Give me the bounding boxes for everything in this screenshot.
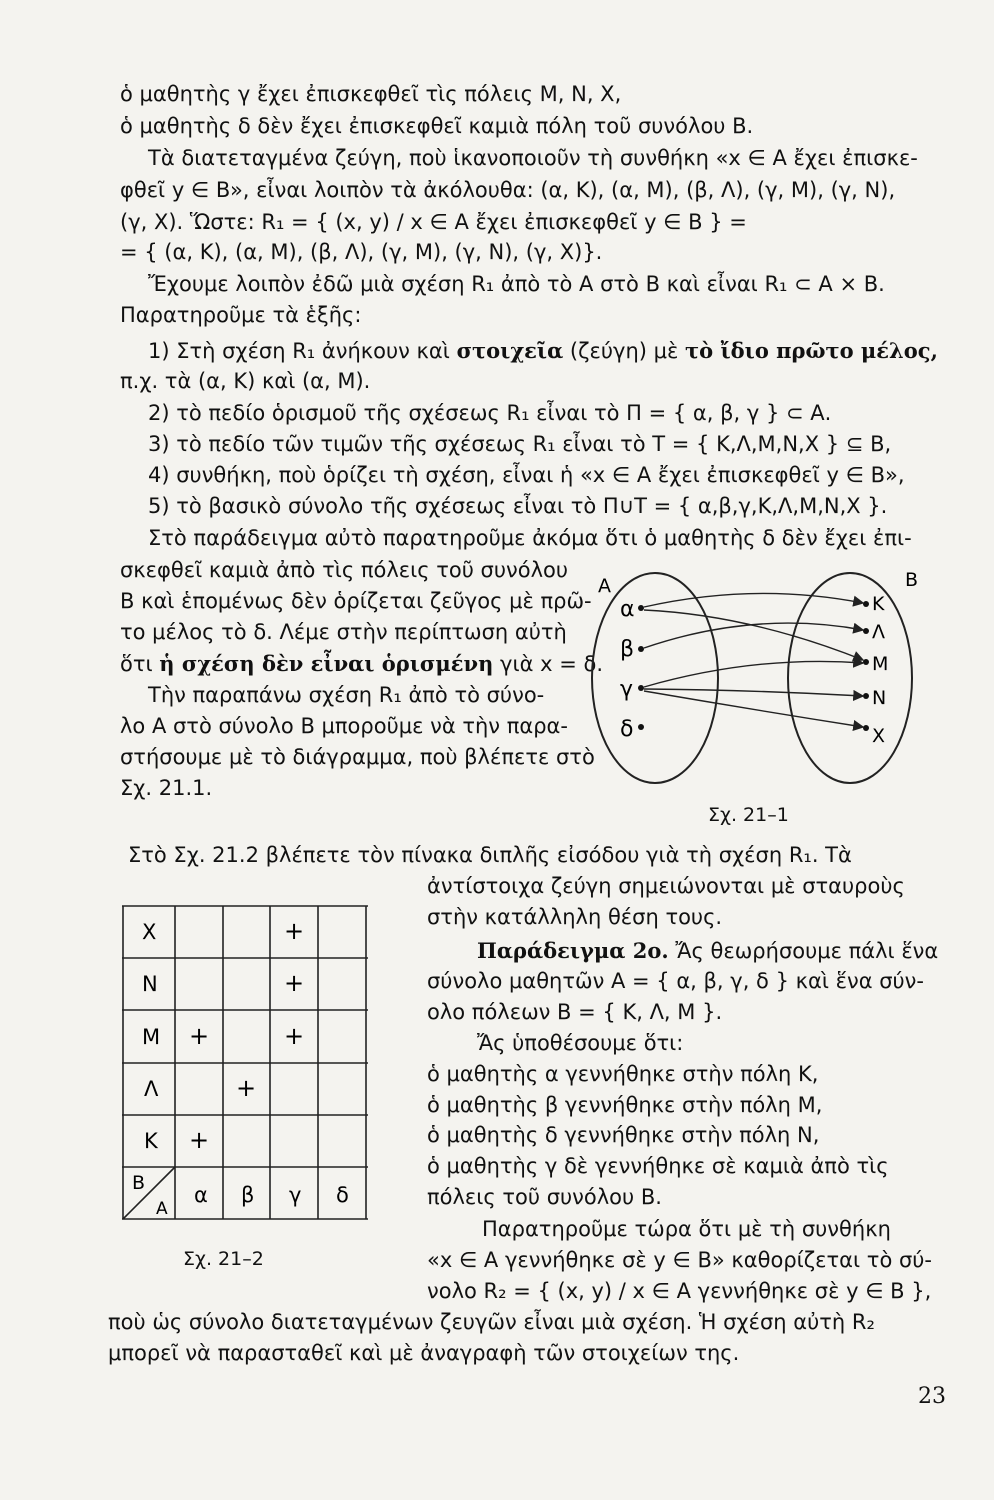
element-alpha: α — [620, 597, 635, 622]
dot-nu — [863, 693, 869, 699]
page-number: 23 — [918, 1384, 946, 1409]
element-gamma: γ — [620, 677, 634, 702]
paragraph-3-line-4: Σχ. 21.1. — [120, 776, 213, 800]
paragraph-4-line-1: Στὸ Σχ. 21.2 βλέπετε τὸν πίνακα διπλῆς εἰσόδου γιὰ τὴ σχέση R₁. Τὰ — [128, 843, 852, 867]
text-line-4: φθεῖ y ∈ B», εἶναι λοιπὸν τὰ ἀκόλουθα: (α, Κ), (α, Μ), (β, Λ), (γ, Μ), (γ, Ν), — [120, 178, 896, 202]
col-label-beta: β — [241, 1183, 255, 1207]
paragraph-2-line-2: σκεφθεῖ καμιὰ ἀπὸ τὶς πόλεις τοῦ συνόλου — [120, 558, 568, 582]
arrow-gamma-chi — [644, 691, 863, 727]
paragraph-4-line-3: στὴν κατάλληλη θέση τους. — [427, 905, 723, 929]
example-line-6: ὁ μαθητὴς δ γεννήθηκε στὴν πόλη Ν, — [427, 1123, 820, 1147]
list-item-1-prefix: 1) Στὴ σχέση R₁ ἀνήκουν καὶ — [148, 339, 457, 363]
paragraph-3-line-3: στήσουμε μὲ τὸ διάγραμμα, ποὺ βλέπετε στὸ — [120, 745, 595, 769]
row-label-chi: Χ — [142, 920, 157, 944]
text-line-2: ὁ μαθητὴς δ δὲν ἔχει ἐπισκεφθεῖ καμιὰ πόλη τοῦ συνόλου Β. — [120, 114, 754, 138]
figure-2-caption: Σχ. 21–2 — [183, 1248, 264, 1270]
text-line-5: (γ, Χ). Ὥστε: R₁ = { (x, y) / x ∈ Α ἔχει ἐπισκεφθεῖ y ∈ Β } = — [120, 210, 747, 234]
text-line-3: Τὰ διατεταγμένα ζεύγη, ποὺ ἱκανοποιοῦν τὴ συνθήκη «x ∈ Α ἔχει ἐπισκε- — [148, 146, 918, 170]
example-line-11: νολο R₂ = { (x, y) / x ∈ Α γεννήθηκε σὲ y ∈ Β }, — [427, 1279, 932, 1303]
list-item-3: 3) τὸ πεδίο τῶν τιμῶν τῆς σχέσεως R₁ εἶναι τὸ Τ = { Κ,Λ,Μ,Ν,Χ } ⊆ Β, — [148, 432, 892, 456]
final-line-1: ποὺ ὡς σύνολο διατεταγμένων ζευγῶν εἶναι μιὰ σχέση. Ἡ σχέση αὐτὴ R₂ — [108, 1310, 875, 1334]
paragraph-4-line-2: ἀντίστοιχα ζεύγη σημειώνονται μὲ σταυροὺς — [427, 874, 905, 898]
corner-label-b: Β — [132, 1172, 146, 1194]
dot-beta — [638, 646, 644, 652]
example-title-rest: Ἄς θεωρήσουμε πάλι ἕνα — [668, 939, 939, 963]
list-item-1 — [148, 338, 978, 363]
paragraph-2-line-4: το μέλος τὸ δ. Λέμε στὴν περίπτωση αὐτὴ — [120, 620, 567, 644]
list-item-4: 4) συνθήκη, ποὺ ὁρίζει τὴ σχέση, εἶναι ἡ «x ∈ Α ἔχει ἐπισκεφθεῖ y ∈ Β», — [148, 463, 905, 487]
double-entry-table — [122, 905, 372, 1225]
table-mark-6: + — [188, 1126, 210, 1154]
example-line-7: ὁ μαθητὴς γ δὲ γεννήθηκε σὲ καμιὰ ἀπὸ τὶς — [427, 1154, 889, 1178]
col-label-gamma: γ — [289, 1183, 302, 1207]
element-mu: Μ — [872, 653, 889, 675]
example-heading-line — [477, 938, 938, 963]
element-kappa: Κ — [872, 593, 885, 615]
dot-mu — [863, 659, 869, 665]
text-line-6: = { (α, Κ), (α, Μ), (β, Λ), (γ, Μ), (γ, Ν), (γ, Χ)}. — [120, 240, 603, 264]
paragraph-2-line-3: Β καὶ ἑπομένως δὲν ὁρίζεται ζεῦγος μὲ πρῶ- — [120, 589, 592, 613]
list-item-5: 5) τὸ βασικὸ σύνολο τῆς σχέσεως εἶναι τὸ Π∪Τ = { α,β,γ,Κ,Λ,Μ,Ν,Χ }. — [148, 494, 888, 518]
col-label-alpha: α — [194, 1183, 208, 1207]
paragraph-3-line-1: Τὴν παραπάνω σχέση R₁ ἀπὸ τὸ σύνο- — [148, 683, 545, 707]
paragraph-3-line-2: λο Α στὸ σύνολο Β μποροῦμε νὰ τὴν παρα- — [120, 714, 568, 738]
paragraph-2-line-5-prefix: ὅτι — [120, 652, 160, 676]
corner-label-a: Α — [156, 1199, 168, 1219]
figure-1-caption: Σχ. 21–1 — [708, 804, 789, 826]
element-delta: δ — [620, 717, 634, 742]
example-title: Παράδειγμα 2ο. — [477, 938, 669, 963]
arrow-gamma-nu — [644, 689, 863, 696]
bold-term-same-first-member: τὸ ἴδιο πρῶτο μέλος, — [685, 338, 938, 363]
paragraph-2-line-5 — [120, 651, 603, 676]
element-beta: β — [620, 637, 635, 662]
example-line-4: ὁ μαθητὴς α γεννήθηκε στὴν πόλη Κ, — [427, 1062, 819, 1086]
final-line-2: μπορεῖ νὰ παρασταθεῖ καὶ μὲ ἀναγραφὴ τῶν στοιχείων της. — [108, 1341, 740, 1365]
paragraph-2-line-5-suffix: γιὰ x = δ. — [493, 652, 603, 676]
set-b-label: Β — [905, 569, 919, 591]
table-mark-1: + — [283, 917, 305, 945]
arrow-alpha-mu — [644, 610, 863, 660]
table-mark-2: + — [283, 969, 305, 997]
example-line-9: Παρατηροῦμε τώρα ὅτι μὲ τὴ συνθήκη — [482, 1217, 891, 1241]
table-mark-3: + — [188, 1022, 210, 1050]
row-label-mu: Μ — [142, 1025, 161, 1049]
list-item-1-continuation: π.χ. τὰ (α, Κ) καὶ (α, Μ). — [120, 369, 371, 393]
list-item-2: 2) τὸ πεδίο ὁρισμοῦ τῆς σχέσεως R₁ εἶναι τὸ Π = { α, β, γ } ⊂ Α. — [148, 401, 832, 425]
dot-delta — [638, 724, 644, 730]
element-nu: Ν — [872, 687, 887, 709]
element-lambda: Λ — [872, 621, 885, 643]
col-label-delta: δ — [336, 1183, 349, 1207]
paragraph-2-line-1: Στὸ παράδειγμα αὐτὸ παρατηροῦμε ἀκόμα ὅτι ὁ μαθητὴς δ δὲν ἔχει ἐπι- — [148, 526, 912, 550]
example-line-1: σύνολο μαθητῶν Α = { α, β, γ, δ } καὶ ἕνα σύν- — [427, 969, 924, 993]
list-item-1-middle: (ζεύγη) μὲ — [563, 339, 686, 363]
row-label-lambda: Λ — [144, 1077, 159, 1101]
bold-phrase-not-defined: ἡ σχέση δὲν εἶναι ὁρισμένη — [159, 651, 494, 676]
example-line-2: ολο πόλεων Β = { Κ, Λ, Μ }. — [427, 1000, 723, 1024]
arrow-alpha-kappa — [644, 593, 863, 607]
dot-alpha — [638, 605, 644, 611]
set-a-label: Α — [598, 575, 611, 597]
example-line-8: πόλεις τοῦ συνόλου Β. — [427, 1185, 662, 1209]
arrow-gamma-mu — [644, 661, 863, 687]
row-label-nu: Ν — [142, 972, 158, 996]
text-line-8: Παρατηροῦμε τὰ ἑξῆς: — [120, 303, 362, 327]
relation-arrow-diagram — [580, 560, 940, 790]
dot-lambda — [863, 628, 869, 634]
arrow-beta-lambda — [644, 623, 863, 648]
row-label-kappa: Κ — [144, 1129, 158, 1153]
example-line-10: «x ∈ Α γεννήθηκε σὲ y ∈ Β» καθορίζεται τὸ σύ- — [427, 1248, 933, 1272]
table-mark-5: + — [235, 1074, 257, 1102]
text-line-7: Ἔχουμε λοιπὸν ἐδῶ μιὰ σχέση R₁ ἀπὸ τὸ Α στὸ Β καὶ εἶναι R₁ ⊂ Α × Β. — [148, 272, 885, 296]
table-mark-4: + — [283, 1022, 305, 1050]
dot-gamma — [638, 685, 644, 691]
dot-kappa — [863, 601, 869, 607]
element-chi: Χ — [872, 725, 886, 747]
example-line-5: ὁ μαθητὴς β γεννήθηκε στὴν πόλη Μ, — [427, 1093, 823, 1117]
dot-chi — [863, 725, 869, 731]
set-b-ellipse — [788, 573, 912, 783]
text-line-1: ὁ μαθητὴς γ ἔχει ἐπισκεφθεῖ τὶς πόλεις Μ, Ν, Χ, — [120, 82, 622, 106]
bold-term-elements: στοιχεῖα — [456, 338, 564, 363]
example-line-3: Ἄς ὑποθέσουμε ὅτι: — [477, 1031, 684, 1055]
